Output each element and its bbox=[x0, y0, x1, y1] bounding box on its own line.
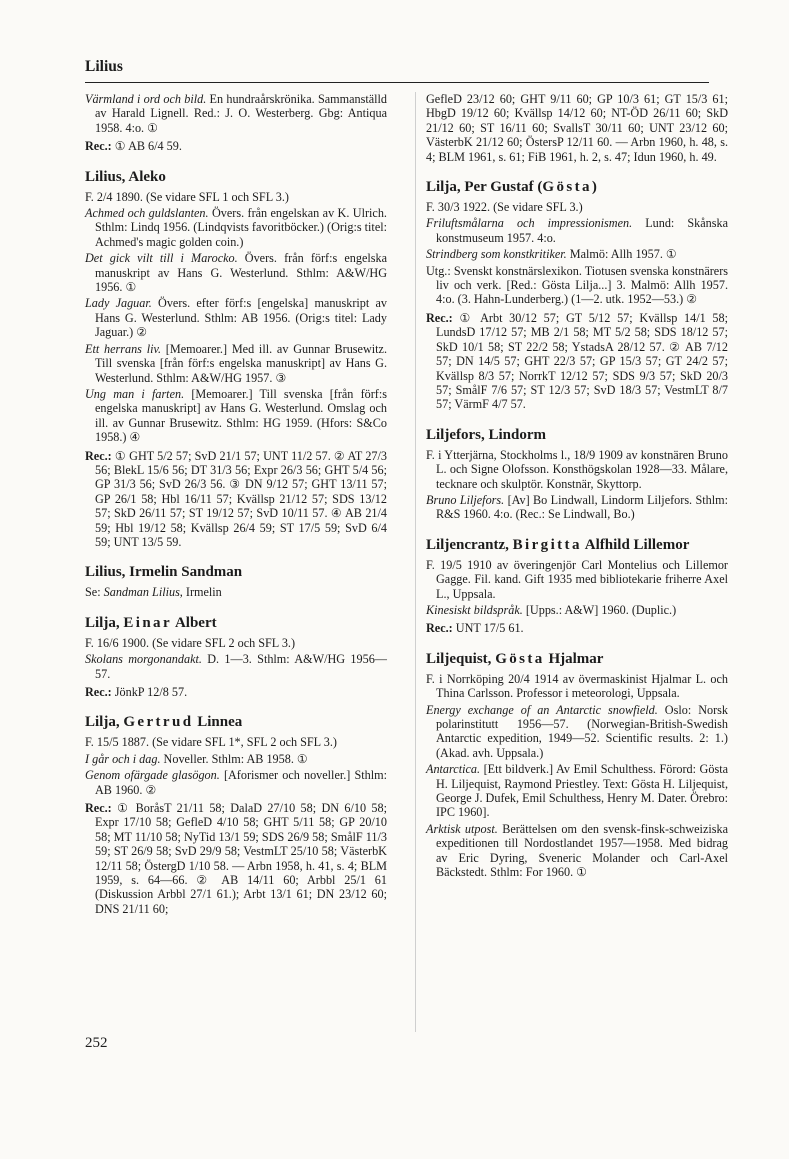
heading-spaced-name: Gertrud bbox=[123, 714, 194, 731]
see-rest: Irmelin bbox=[182, 585, 222, 600]
work-liljequist-2 bbox=[426, 762, 728, 820]
work-text: [Ett bildverk.] Av Emil Schulthess. Förord: Gösta H. Liljequist, Raymond Priestley. Text: Gösta H. Liljequist, George J. Dufek, Emil Schulthess, Henry M. Dater. Örebro: IPC 1960]. bbox=[436, 762, 728, 820]
heading-spaced-name: Gösta bbox=[495, 650, 545, 667]
see-label: Se: bbox=[85, 585, 104, 600]
rec-label: Rec.: bbox=[426, 621, 453, 636]
work-per-gustaf-1 bbox=[426, 216, 728, 245]
rec-text: UNT 17/5 61. bbox=[452, 621, 524, 636]
bio-einar: F. 16/6 1900. (Se vidare SFL 2 och SFL 3.) bbox=[85, 635, 296, 650]
work-text: [Memoarer.] Med ill. av Gunnar Brusewitz. Till svenska [från förf:s engelska manuskript] av Hans G. Westerlund. Sthlm: A&W/HG 1957. ③ bbox=[95, 341, 387, 385]
see-title: Sandman Lilius, bbox=[103, 585, 183, 600]
work-title: Antarctica. bbox=[426, 762, 481, 777]
work-title: Lady Jaguar. bbox=[85, 296, 152, 311]
bio-liljefors: F. i Ytterjärna, Stockholms l., 18/9 1909 av konstnären Bruno L. och Signe Olofsson. Konsthögskolan 1928—33. Målare, tecknare och skulptör. Konstnär, Skyttorp. bbox=[426, 447, 728, 491]
utg-label: Utg.: bbox=[426, 263, 451, 278]
work-aleko-3 bbox=[85, 296, 387, 339]
entry-heading-aleko: Lilius, Aleko bbox=[85, 168, 166, 185]
right-column bbox=[426, 92, 728, 881]
rec-label: Rec.: bbox=[426, 310, 453, 325]
rec-text: JönkP 12/8 57. bbox=[111, 685, 188, 699]
work-per-gustaf-2 bbox=[426, 247, 728, 261]
entry-heading-per-gustaf bbox=[426, 178, 728, 196]
bio-liljequist: F. i Norrköping 20/4 1914 av övermaskinist Hjalmar L. och Thina Carlsson. Professor i meteorologi, Uppsala. bbox=[426, 671, 728, 701]
review-list-per-gustaf bbox=[426, 311, 728, 412]
running-head: Lilius bbox=[85, 58, 123, 75]
work-text: Lund: Skånska konstmuseum 1957. 4:o. bbox=[436, 216, 728, 245]
work-liljequist-3 bbox=[426, 822, 728, 880]
work-aleko-1 bbox=[85, 206, 387, 249]
heading-part: Liljequist, bbox=[426, 650, 496, 667]
rec-label: Rec.: bbox=[85, 139, 112, 154]
page-number: 252 bbox=[85, 1035, 108, 1051]
work-text: [Av] Bo Lindwall, Lindorm Liljefors. Sthlm: R&S 1960. 4:o. (Rec.: Se Lindwall, Bo.) bbox=[436, 492, 728, 522]
work-title: I går och i dag. bbox=[85, 751, 161, 766]
heading-part: Liljencrantz, bbox=[426, 536, 513, 553]
review-list bbox=[85, 139, 387, 153]
rec-label: Rec.: bbox=[85, 801, 112, 816]
heading-part: Alfhild Lillemor bbox=[581, 536, 690, 553]
work-title: Det gick vilt till i Marocko. bbox=[85, 251, 238, 266]
work-text: Övers. från engelskan av K. Ulrich. Sthlm: Lindq 1956. (Lindqvists favoritböcker.) (Orig:s titel: Achmed's magic golden coin.) bbox=[95, 206, 387, 249]
heading-part: Linnea bbox=[193, 714, 243, 731]
heading-part: Lilja, bbox=[85, 714, 124, 731]
see-reference-irmelin bbox=[85, 585, 387, 599]
rec-text: ① BoråsT 21/11 58; DalaD 27/10 58; DN 6/10 58; Expr 17/10 58; GefleD 4/10 58; GHT 5/11 58; GP 20/10 58; MT 11/10 58; NyTid 13/1 59; SDS 26/9 58; SmålF 11/3 59; ST 26/9 58; SvD 29/9 58; VestmLT 25/10 58; VästerbK 12/11 58; ÖstergD 1/10 58. — Arbn 1958, h. 41, s. 4; BLM 1959, s. 64—66. ② AB 14/11 60; Arbbl 25/1 61 (Diskussion Arbbl 27/1 61.); Arbt 13/1 61; DN 23/12 60; DNS 21/11 60; bbox=[95, 801, 387, 916]
work-title: Kinesiskt bildspråk. bbox=[426, 602, 523, 617]
column-divider bbox=[415, 92, 416, 1032]
heading-part: Lilja, bbox=[85, 614, 124, 631]
work-text: Övers. från förf:s engelska manuskript av Hans G. Westerlund. Sthlm: A&W/HG 1956. ① bbox=[95, 251, 388, 295]
entry-heading-liljequist bbox=[426, 650, 728, 668]
work-aleko-5 bbox=[85, 387, 387, 445]
work-title: Ung man i farten. bbox=[85, 386, 185, 401]
work-aleko-2 bbox=[85, 251, 387, 294]
work-liljencrantz bbox=[426, 603, 728, 617]
work-title: Bruno Liljefors. bbox=[426, 492, 505, 507]
work-text: [Upps.: A&W] 1960. (Duplic.) bbox=[522, 602, 677, 617]
heading-part: Hjalmar bbox=[544, 650, 604, 667]
work-einar bbox=[85, 652, 387, 681]
heading-part: ) bbox=[591, 179, 597, 196]
bio-per-gustaf: F. 30/3 1922. (Se vidare SFL 3.) bbox=[426, 200, 583, 215]
left-column bbox=[85, 92, 387, 918]
work-text: Berättelsen om den svensk-finsk-schweiziska expeditionen till Nordostlandet 1957—1958. Med bidrag av Eric Dyring, Sveneric Molander och Carl-Axel Bäckstedt. Sthlm: For 1960. ① bbox=[436, 821, 728, 880]
work-title: Genom ofärgade glasögon. bbox=[85, 768, 220, 783]
entry-heading-gertrud bbox=[85, 713, 387, 731]
bio-liljencrantz: F. 19/5 1910 av överingenjör Carl Montelius och Lillemor Gagge. Fil. kand. Gift 1935 med bibliotekarie friherre Axel L., Uppsala. bbox=[426, 557, 728, 601]
bio-aleko: F. 2/4 1890. (Se vidare SFL 1 och SFL 3.) bbox=[85, 189, 289, 204]
entry-varmland bbox=[85, 92, 387, 135]
heading-spaced-name: Birgitta bbox=[512, 536, 582, 553]
rec-text: ① Arbt 30/12 57; GT 5/12 57; Kvällsp 14/1 58; LundsD 17/12 57; MB 2/1 58; MT 5/2 58; SDS 18/12 57; SkD 10/1 58; ST 22/2 58; YstadsA 28/12 57. ② AB 7/12 57; DN 14/5 57; GHT 22/3 57; GP 15/3 57; GT 24/2 57; Kvällsp 8/3 57; NorrkT 12/12 57; SDS 9/3 57; SkD 20/3 57; SmålF 7/6 57; ST 12/3 57; SvD 18/3 57; VestmLT 8/7 57; VärmF 4/7 57. bbox=[436, 310, 728, 412]
entry-heading-liljefors: Liljefors, Lindorm bbox=[426, 426, 546, 443]
rec-text: ① GHT 5/2 57; SvD 21/1 57; UNT 11/2 57. ② AT 27/3 56; BlekL 15/6 56; DT 31/3 56; Expr 26/3 56; GHT 5/4 56; GP 31/3 56; SvD 26/3 56. ③ DN 9/12 57; GHT 13/11 57; GP 26/1 58; Hbl 16/11 57; Kvällsp 21/12 57; SDS 13/12 57; SkD 26/11 57; ST 19/12 57; SvD 10/11 57. ④ AB 21/4 59; Hbl 19/12 58; Kvällsp 26/4 59; ST 17/5 59; SvD 6/4 59; UNT 13/5 59. bbox=[95, 448, 387, 549]
entry-heading-liljencrantz bbox=[426, 536, 728, 554]
review-list-gertrud-continued: GefleD 23/12 60; GHT 9/11 60; GP 10/3 61; GT 15/3 61; HbgD 19/12 60; Kvällsp 14/12 60; NT-ÖD 26/11 60; SkD 21/12 60; ST 16/11 60; SvallsT 30/11 60; UNT 23/12 60; VästerbK 21/12 60; ÖstersP 12/11 60. — Arbn 1960, h. 48, s. 4; BLM 1961, s. 61; FiB 1961, h. 2, s. 47; Idun 1960, h. 49. bbox=[426, 92, 728, 164]
entry-heading-einar bbox=[85, 614, 387, 632]
work-text: [Memoarer.] Till svenska [från förf:s engelska manuskript] av Hans G. Westerlund. Omslag och ill. av Gunnar Brusewitz. Sthlm: HG 1959. (Hfors: S&Co 1958.) ④ bbox=[95, 386, 387, 445]
review-list-liljencrantz bbox=[426, 621, 728, 635]
work-title: Skolans morgonandakt. bbox=[85, 652, 202, 667]
work-title: Strindberg som konstkritiker. bbox=[426, 247, 567, 262]
work-title: Achmed och guldslanten. bbox=[85, 206, 209, 221]
rec-label: Rec.: bbox=[85, 685, 112, 699]
utg-text: Svenskt konstnärslexikon. Tiotusen svenska konstnärers liv och verk. [Red.: Gösta Lilja...] 3. Malmö: Allh 1957. 4:o. (3. Hahn-Lunderberg.) (1—2. utk. 1952—53.) ② bbox=[436, 263, 728, 307]
header-rule bbox=[85, 82, 709, 83]
work-text: En hundraårskrönika. Sammanställd av Harald Lignell. Red.: J. O. Westerberg. Gbg: Antiqua 1958. 4:o. ① bbox=[95, 92, 387, 135]
work-gertrud-1 bbox=[85, 752, 387, 766]
heading-spaced-name: Einar bbox=[123, 614, 173, 631]
rec-label: Rec.: bbox=[85, 448, 112, 463]
work-liljefors bbox=[426, 493, 728, 522]
work-title: Värmland i ord och bild. bbox=[85, 92, 207, 106]
editor-note-per-gustaf bbox=[426, 264, 728, 307]
work-title: Arktisk utpost. bbox=[426, 821, 498, 836]
work-liljequist-1 bbox=[426, 703, 728, 761]
review-list-einar bbox=[85, 685, 387, 699]
work-text: Noveller. Sthlm: AB 1958. ① bbox=[160, 751, 308, 766]
review-list-gertrud bbox=[85, 801, 387, 916]
work-aleko-4 bbox=[85, 342, 387, 385]
heading-part: Lilja, Per Gustaf ( bbox=[426, 179, 543, 196]
work-title: Energy exchange of an Antarctic snowfield. bbox=[426, 702, 658, 717]
bio-gertrud: F. 15/5 1887. (Se vidare SFL 1*, SFL 2 och SFL 3.) bbox=[85, 735, 337, 750]
work-title: Ett herrans liv. bbox=[85, 341, 162, 356]
work-gertrud-2 bbox=[85, 768, 387, 797]
review-list-aleko bbox=[85, 449, 387, 550]
work-text: Malmö: Allh 1957. ① bbox=[566, 247, 677, 262]
heading-part: Albert bbox=[172, 614, 217, 631]
work-text: [Aforismer och noveller.] Sthlm: AB 1960. ② bbox=[95, 768, 387, 797]
rec-text: ① AB 6/4 59. bbox=[111, 139, 182, 154]
heading-spaced-name: Gösta bbox=[542, 179, 592, 196]
entry-heading-irmelin: Lilius, Irmelin Sandman bbox=[85, 564, 243, 581]
work-title: Friluftsmålarna och impressionismen. bbox=[426, 216, 633, 231]
work-text: Övers. efter förf:s [engelska] manuskript av Hans G. Westerlund. Sthlm: AB 1956. (Orig:s titel: Lady Jaguar.) ② bbox=[95, 296, 387, 340]
work-text: D. 1—3. Sthlm: A&W/HG 1956—57. bbox=[95, 652, 387, 681]
work-text: Oslo: Norsk polarinstitutt 1956—57. (Norwegian-British-Swedish Antarctic expedition, 1949—52. Scientific results. 2: 1.) (Akad. avh. Uppsala.) bbox=[436, 702, 728, 760]
